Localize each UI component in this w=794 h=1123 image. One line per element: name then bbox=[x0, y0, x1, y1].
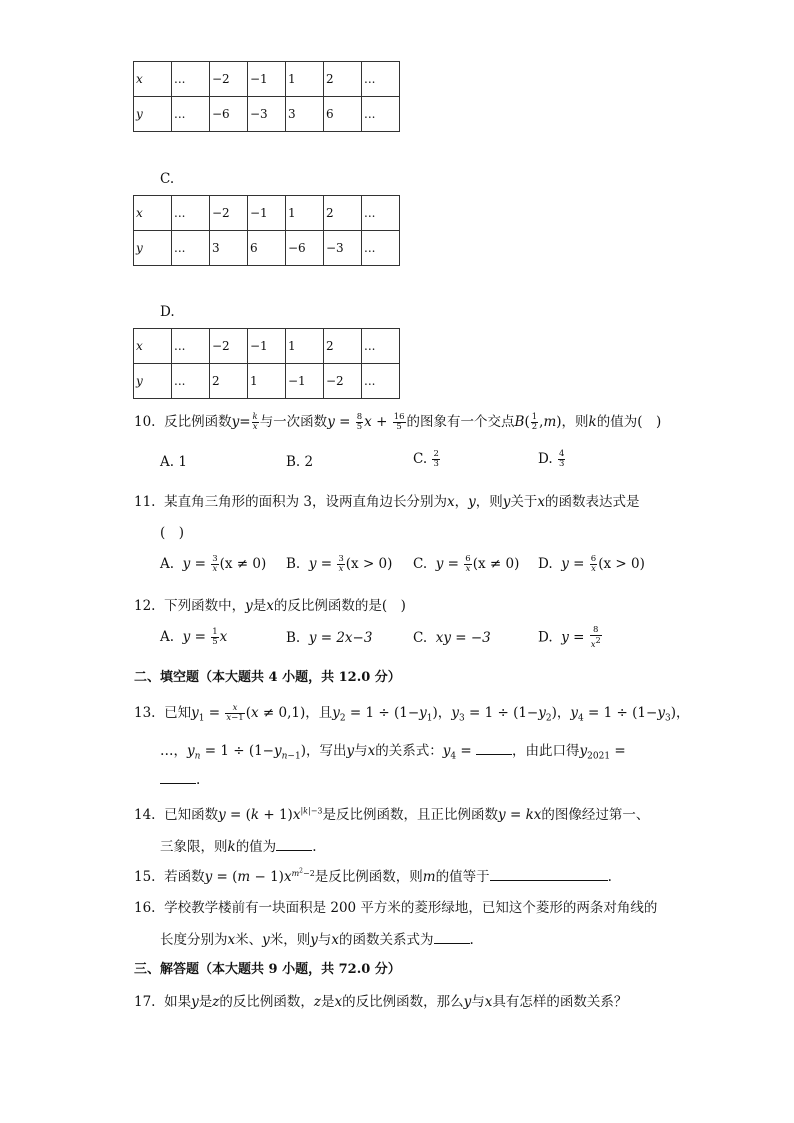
table-cell: ... bbox=[172, 97, 210, 132]
table-cell: ... bbox=[172, 329, 210, 364]
question-text: 已知 bbox=[164, 705, 192, 721]
table-cell: ... bbox=[362, 329, 400, 364]
table-cell: 1 bbox=[286, 196, 324, 231]
question-text: 与 bbox=[471, 994, 485, 1010]
table-cell: −6 bbox=[210, 97, 248, 132]
value-table-c bbox=[133, 195, 400, 266]
question-text: 的反比例函数，那么 bbox=[342, 994, 464, 1010]
question-text: 某直角三角形的面积为 3，设两直角边长分别为 bbox=[164, 494, 447, 510]
table-cell: −1 bbox=[248, 329, 286, 364]
table-cell: 1 bbox=[286, 329, 324, 364]
question-text: 长度分别为 bbox=[160, 932, 228, 948]
table-cell: 2 bbox=[210, 364, 248, 399]
question-text: 的值为( ) bbox=[596, 414, 662, 430]
table-row bbox=[134, 62, 400, 97]
table-cell: ... bbox=[172, 62, 210, 97]
question-11: 11. 某直角三角形的面积为 3，设两直角边长分别为x，y，则y关于x的函数表达式是 bbox=[134, 494, 640, 510]
table-cell: 2 bbox=[324, 196, 362, 231]
table-row bbox=[134, 364, 400, 399]
question-text: 的反比例函数， bbox=[219, 994, 314, 1010]
question-number: 16. bbox=[134, 900, 156, 916]
question-text: 三象限，则 bbox=[160, 839, 228, 855]
table-cell: ... bbox=[362, 364, 400, 399]
table-cell: −2 bbox=[210, 196, 248, 231]
fraction-numerator: 2 bbox=[433, 449, 439, 459]
question-text: 是 bbox=[320, 994, 335, 1010]
option-label: A. bbox=[160, 556, 175, 572]
option-c bbox=[413, 450, 441, 469]
table-cell: ... bbox=[362, 97, 400, 132]
option-d-label: D. bbox=[160, 304, 175, 320]
option-label: D. bbox=[538, 556, 553, 572]
option-c: C. y = $\frac{6}{x}$ (x ≠ 0) bbox=[413, 554, 520, 574]
table-cell: −1 bbox=[248, 196, 286, 231]
question-text: . bbox=[469, 932, 474, 948]
option-d bbox=[538, 450, 566, 469]
table-cell: ... bbox=[172, 231, 210, 266]
table-cell: −1 bbox=[248, 62, 286, 97]
table-cell: x bbox=[134, 329, 172, 364]
question-13-line2: …，$y_n = 1 \div (1-y_{n-1})$，写出y与x的关系式：$y_4$ = ，由此口得$y_{2021}$ = bbox=[160, 743, 626, 762]
question-15: 15. 若函数$y = (m - 1)x^{m^2-2}$是反比例函数，则m的值等于 . bbox=[134, 866, 612, 885]
table-cell: 3 bbox=[286, 97, 324, 132]
table-cell: 6 bbox=[324, 97, 362, 132]
question-number: 12. bbox=[134, 598, 156, 614]
question-text: 的函数表达式是 bbox=[545, 494, 640, 510]
table-row bbox=[134, 231, 400, 266]
table-cell: −6 bbox=[286, 231, 324, 266]
table-cell: −1 bbox=[286, 364, 324, 399]
option-b: B. y = $\frac{3}{x}$ (x > 0) bbox=[286, 554, 393, 574]
table-cell: −2 bbox=[324, 364, 362, 399]
option-condition: (x > 0) bbox=[345, 556, 393, 572]
question-text: 若函数 bbox=[164, 869, 205, 885]
option-b: B. 2 bbox=[286, 454, 314, 470]
question-text: 的图象有一个交点 bbox=[406, 414, 515, 430]
table-cell: 2 bbox=[324, 62, 362, 97]
question-text: 是反比例函数，且正比例函数 bbox=[322, 807, 499, 823]
question-text: 与 bbox=[317, 932, 332, 948]
question-16-line2: 长度分别为x米、y米，则y与x的函数关系式为 . bbox=[160, 932, 474, 948]
question-text: 是反比例函数，则 bbox=[314, 869, 423, 885]
table-cell: y bbox=[134, 231, 172, 266]
table-cell: 6 bbox=[248, 231, 286, 266]
option-b bbox=[286, 630, 372, 646]
table-cell: −3 bbox=[324, 231, 362, 266]
table-cell: ... bbox=[172, 196, 210, 231]
option-label: B. bbox=[286, 556, 301, 572]
table-cell: y bbox=[134, 97, 172, 132]
table-row bbox=[134, 329, 400, 364]
option-a: A. y = $\frac{1}{5}$ x bbox=[160, 627, 228, 647]
option-label: D. bbox=[538, 629, 553, 646]
fraction-denominator: 3 bbox=[433, 459, 439, 469]
question-text: 的值等于 bbox=[435, 869, 490, 885]
question-text: 是 bbox=[198, 994, 213, 1010]
question-text: 米，则 bbox=[269, 932, 311, 948]
option-condition: (x > 0) bbox=[598, 556, 645, 572]
question-text: 下列函数中， bbox=[164, 598, 246, 614]
table-cell: −2 bbox=[210, 329, 248, 364]
question-text: ，写出 bbox=[305, 743, 347, 759]
question-number: 13. bbox=[134, 705, 156, 721]
question-number: 11. bbox=[134, 494, 156, 510]
table-cell: ... bbox=[362, 62, 400, 97]
question-number: 14. bbox=[134, 807, 156, 823]
question-text: . bbox=[196, 772, 201, 788]
question-text: 具有怎样的函数关系？ bbox=[492, 994, 628, 1010]
question-text: 学校教学楼前有一块面积是 200 平方米的菱形绿地，已知这个菱形的两条对角线的 bbox=[164, 900, 658, 916]
option-condition: (x ≠ 0) bbox=[472, 556, 520, 572]
table-cell: x bbox=[134, 196, 172, 231]
option-label: C. bbox=[413, 451, 428, 467]
fraction-numerator: 4 bbox=[558, 449, 565, 459]
table-cell: ... bbox=[172, 364, 210, 399]
table-cell: y bbox=[134, 364, 172, 399]
option-d: D. y = $\frac{6}{x}$ (x > 0) bbox=[538, 554, 645, 574]
table-cell: 2 bbox=[324, 329, 362, 364]
value-table-b bbox=[133, 61, 400, 132]
option-a: A. y = $\frac{3}{x}$ (x ≠ 0) bbox=[160, 554, 267, 574]
question-10: 10. 反比例函数y= $\frac{k}{x}$ 与一次函数y = $\frac{8}{5}$ x + $\frac{16}{5}$ 的图象有一个交点B( $\frac{1}{2}$ ,m)，则k的值为( ) bbox=[134, 412, 662, 432]
option-c-label: C. bbox=[160, 171, 175, 187]
question-number: 10. bbox=[134, 414, 156, 430]
question-14: 14. 已知函数$y = (k + 1)x^{|k|-3}$是反比例函数，且正比例函数y = kx的图像经过第一、 bbox=[134, 806, 650, 823]
question-text: 的关系式： bbox=[375, 743, 443, 759]
question-11-bracket: ( ) bbox=[160, 525, 185, 541]
fraction-denominator: 3 bbox=[558, 459, 565, 469]
question-text: 与一次函数 bbox=[259, 414, 328, 430]
question-text: ，且 bbox=[305, 705, 333, 721]
option-label: C. bbox=[413, 556, 428, 572]
question-text: 与 bbox=[354, 743, 368, 759]
option-a: A. 1 bbox=[160, 454, 187, 470]
table-cell: 1 bbox=[286, 62, 324, 97]
question-text: 的函数关系式为 bbox=[339, 932, 434, 948]
question-13-line3 bbox=[160, 772, 200, 788]
question-text: 已知函数 bbox=[164, 807, 219, 823]
value-table-d bbox=[133, 328, 400, 399]
section-heading: 二、填空题（本大题共 4 小题，共 12.0 分） bbox=[134, 670, 401, 685]
question-text: . bbox=[312, 839, 317, 855]
option-label: B. bbox=[286, 630, 301, 646]
question-text: 如果 bbox=[164, 994, 192, 1010]
option-label: D. bbox=[538, 451, 553, 467]
question-text: 的值为 bbox=[235, 839, 277, 855]
option-c bbox=[413, 630, 491, 646]
question-number: 15. bbox=[134, 869, 156, 885]
table-cell: 3 bbox=[210, 231, 248, 266]
question-text: ，由此口得 bbox=[512, 743, 580, 759]
question-text: 的反比例函数的是( ) bbox=[273, 598, 406, 614]
question-13: 13. 已知$y_1$ = $\frac{x}{x-1}$ (x ≠ 0,1)，且$y_2 = 1 \div (1-y_1)$，$y_3 = 1 \div (1-y_2)$，$y_4 = 1 \div (1-y_3)$， bbox=[134, 703, 690, 724]
question-number: 17. bbox=[134, 994, 156, 1010]
table-row bbox=[134, 97, 400, 132]
option-expression: y = 2x−3 bbox=[308, 630, 373, 646]
table-cell: −3 bbox=[248, 97, 286, 132]
option-label: C. bbox=[413, 630, 428, 646]
table-row bbox=[134, 196, 400, 231]
question-text: . bbox=[607, 869, 612, 885]
table-cell: ... bbox=[362, 231, 400, 266]
option-label: A. bbox=[160, 629, 175, 645]
option-d: D. y = $\frac{8}{x^2}$ bbox=[538, 625, 601, 650]
question-text: ，则 bbox=[475, 494, 503, 510]
option-condition: (x ≠ 0) bbox=[219, 556, 267, 572]
question-text: 是 bbox=[252, 598, 267, 614]
question-text: 反比例函数 bbox=[164, 414, 232, 430]
question-16 bbox=[134, 896, 657, 916]
section-heading: 三、解答题（本大题共 9 小题，共 72.0 分） bbox=[134, 962, 401, 977]
question-17: 17. 如果y是z的反比例函数，z是x的反比例函数，那么y与x具有怎样的函数关系？ bbox=[134, 994, 628, 1010]
question-text: 关于 bbox=[510, 494, 538, 510]
table-cell: ... bbox=[362, 196, 400, 231]
table-cell: x bbox=[134, 62, 172, 97]
question-14-line2: 三象限，则k的值为 . bbox=[160, 839, 317, 855]
question-text: 米、 bbox=[235, 932, 263, 948]
option-expression: xy = −3 bbox=[435, 630, 491, 646]
question-12: 12. 下列函数中，y是x的反比例函数的是( ) bbox=[134, 598, 406, 614]
question-text: ，则 bbox=[561, 414, 589, 430]
table-cell: 1 bbox=[248, 364, 286, 399]
table-cell: −2 bbox=[210, 62, 248, 97]
question-text: 的图像经过第一、 bbox=[541, 807, 650, 823]
